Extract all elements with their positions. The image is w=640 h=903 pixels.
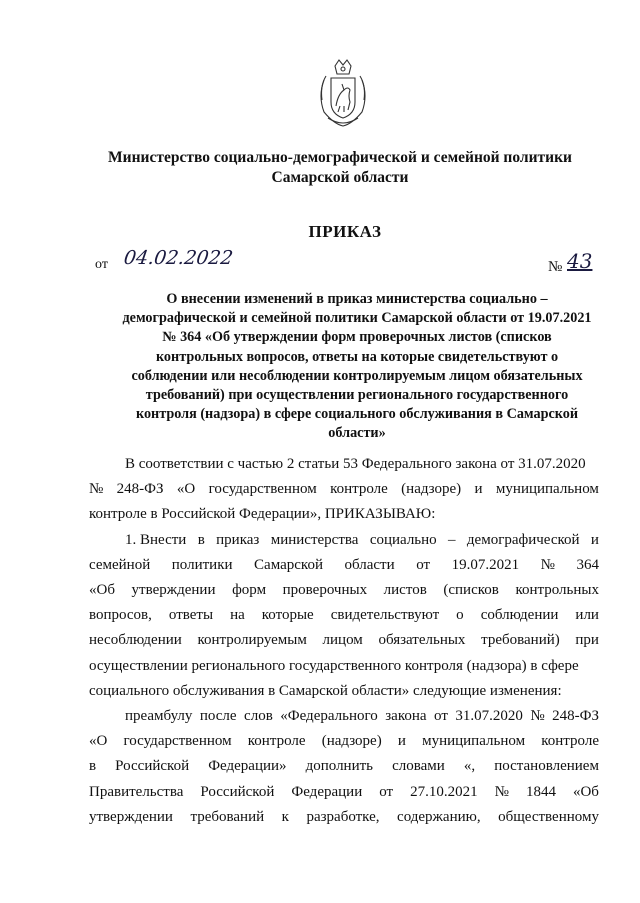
body-word: «Федерального <box>280 708 378 725</box>
body-line: В соответствии с частью 2 статьи 53 Федерального закона от 31.07.2020 <box>125 456 586 472</box>
body-word: словами <box>392 758 445 775</box>
subject-line: контроля (надзора) в сфере социального обслуживания в Самарской <box>135 406 579 423</box>
body-word: «О <box>176 481 196 498</box>
body-word: к <box>281 808 289 825</box>
number-label: № <box>548 259 563 275</box>
body-word: области <box>344 556 395 573</box>
body-line <box>89 603 599 628</box>
subject-line: контрольных вопросов, ответы на которые свидетельствуют о <box>155 348 559 365</box>
body-word: проверочных <box>282 582 368 599</box>
date-label: от <box>95 257 108 272</box>
body-word: (надзоре) <box>321 733 382 750</box>
body-line: социального обслуживания в Самарской области» следующие изменения: <box>89 682 562 699</box>
body-word: Федерации» <box>208 758 287 775</box>
body-word: 19.07.2021 <box>451 556 520 573</box>
subject-line: демографической и семейной политики Самарской области от 19.07.2021 <box>122 310 592 327</box>
body-word: в <box>197 531 205 548</box>
body-word: содержанию, <box>397 808 481 825</box>
body-word: Самарской <box>254 556 323 573</box>
subject-line: области» <box>328 425 386 442</box>
body-word: постановлением <box>494 758 599 775</box>
body-word: требований) <box>481 632 560 649</box>
body-word: – <box>448 531 456 548</box>
body-word: закона <box>385 708 427 725</box>
handwritten-number: 43 <box>567 249 593 273</box>
body-word: требований <box>190 808 265 825</box>
body-word: (надзоре) <box>401 481 462 498</box>
body-word: форм <box>232 582 267 599</box>
body-word: слов <box>244 708 273 725</box>
body-word: разработке, <box>306 808 380 825</box>
body-word: контролируемым <box>197 632 307 649</box>
body-word: № <box>494 783 509 800</box>
body-word: от <box>434 708 448 725</box>
body-word: приказ <box>216 531 260 548</box>
order-subject <box>112 290 602 444</box>
body-word: 27.10.2021 <box>410 783 478 800</box>
body-word: 248-ФЗ <box>552 708 599 725</box>
body-word: контроле <box>247 733 306 750</box>
body-word: № <box>540 556 555 573</box>
body-word: Федерации <box>291 783 363 800</box>
body-word: Российской <box>115 758 190 775</box>
body-word: Российской <box>200 783 275 800</box>
body-word: «Об <box>572 783 599 800</box>
body-word: и <box>474 481 483 498</box>
body-word: «О <box>89 733 108 750</box>
samara-coat-of-arms-emblem <box>314 56 372 128</box>
body-word: контроле <box>541 733 599 750</box>
body-word: министерства <box>270 531 359 548</box>
body-line <box>89 477 599 502</box>
body-line <box>89 628 599 653</box>
body-line <box>89 528 599 553</box>
body-word: Правительства <box>89 783 184 800</box>
body-word: 1844 <box>525 783 556 800</box>
body-word: 1. Внести <box>125 531 187 548</box>
body-word: или <box>575 607 599 624</box>
body-word: после <box>199 708 237 725</box>
handwritten-date: 04.02.2022 <box>122 247 235 269</box>
body-word: при <box>575 632 599 649</box>
body-word: несоблюдении <box>89 632 182 649</box>
body-word: 31.07.2020 <box>455 708 523 725</box>
body-word: на <box>230 607 245 624</box>
body-word: контрольных <box>515 582 599 599</box>
subject-line: требований) при осуществлении регионального государственного <box>145 387 569 404</box>
body-word: утверждении <box>131 582 216 599</box>
body-word: ответы <box>168 607 214 624</box>
body-word: № <box>530 708 545 725</box>
ministry-name-line-2: Самарской области <box>271 169 409 186</box>
body-word: демографической <box>466 531 580 548</box>
body-word: государственном <box>208 481 317 498</box>
body-word: о <box>456 607 464 624</box>
body-word: листов <box>383 582 427 599</box>
body-word: соблюдении <box>480 607 559 624</box>
body-line: осуществлении регионального государственного контроля (надзора) в сфере <box>89 657 579 674</box>
body-line: контроле в Российской Федерации», ПРИКАЗЫВАЮ: <box>89 506 436 523</box>
body-word: свидетельствуют <box>330 607 440 624</box>
subject-line: № 364 «Об утверждении форм проверочных листов (списков <box>162 329 552 346</box>
body-word: лицом <box>322 632 363 649</box>
body-word: которые <box>261 607 314 624</box>
document-title: ПРИКАЗ <box>308 222 382 241</box>
body-word: от <box>416 556 431 573</box>
body-line <box>89 578 599 603</box>
body-word: контроле <box>330 481 388 498</box>
order-body <box>89 452 599 830</box>
body-word: общественному <box>498 808 599 825</box>
body-word: обязательных <box>378 632 466 649</box>
body-line <box>89 553 599 578</box>
body-word: 364 <box>576 556 599 573</box>
body-line <box>89 729 599 754</box>
body-word: государственном <box>123 733 232 750</box>
body-line <box>89 780 599 805</box>
body-word: семейной <box>89 556 151 573</box>
body-word: 248-ФЗ <box>116 481 164 498</box>
body-word: дополнить <box>305 758 374 775</box>
subject-line: О внесении изменений в приказ министерства социально – <box>166 291 548 307</box>
ministry-name-line-1: Министерство социально-демографической и семейной политики <box>108 149 572 166</box>
subject-line: соблюдении или несоблюдении контролируемым лицом обязательных <box>131 367 583 384</box>
body-word: социально <box>369 531 437 548</box>
body-word: «Об <box>89 582 115 599</box>
body-line <box>89 754 599 779</box>
body-line <box>89 704 599 729</box>
body-word: № <box>89 481 104 498</box>
body-word: и <box>590 531 599 548</box>
body-word: (списков <box>443 582 499 599</box>
body-word: муниципальном <box>495 481 599 498</box>
body-word: преамбулу <box>125 708 193 725</box>
body-word: вопросов, <box>89 607 152 624</box>
body-word: утверждении <box>89 808 173 825</box>
body-word: в <box>89 758 97 775</box>
body-line <box>89 805 599 830</box>
body-word: муниципальном <box>422 733 526 750</box>
body-word: «, <box>463 758 476 775</box>
body-word: и <box>397 733 406 750</box>
body-word: от <box>379 783 394 800</box>
body-word: политики <box>171 556 233 573</box>
